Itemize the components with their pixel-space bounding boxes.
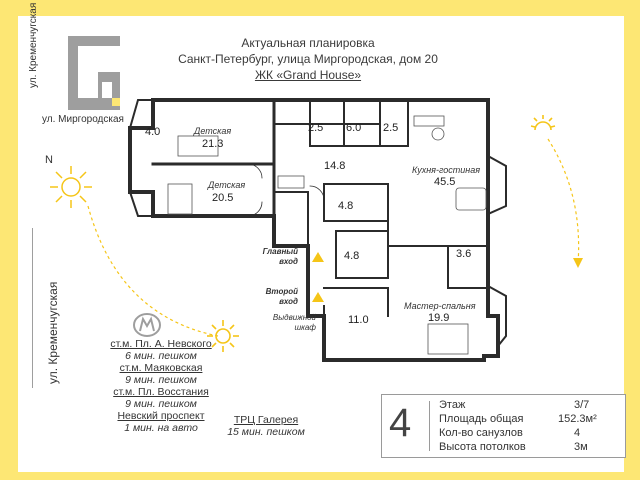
room-name: Детская — [194, 126, 232, 136]
room-area: 20.5 — [212, 192, 234, 204]
main-entry-label: Главный вход — [262, 247, 298, 266]
metro-time: 9 мин. пешком — [125, 374, 197, 386]
room-area: 11.0 — [348, 314, 369, 326]
info-value: 3м — [574, 441, 588, 453]
metro-station: Невский проспект — [117, 410, 205, 422]
info-label: Этаж — [439, 399, 466, 411]
metro-time: 6 мин. пешком — [125, 350, 197, 362]
header-address: Санкт-Петербург, улица Миргородская, дом 20 — [178, 52, 438, 66]
room-name: Кухня-гостиная — [412, 165, 481, 175]
room-area: 2.5 — [383, 122, 399, 134]
info-value: 152.3м² — [558, 413, 597, 425]
room-area: 4.8 — [344, 250, 360, 262]
room-area: 4.0 — [145, 126, 161, 138]
metro-time: 9 мин. пешком — [125, 398, 197, 410]
info-value: 4 — [574, 427, 581, 439]
apartment-info — [381, 394, 626, 458]
second-entry-label: Второй вход — [265, 287, 298, 306]
room-area: 19.9 — [428, 312, 450, 324]
room-area: 6.0 — [346, 122, 362, 134]
street-top-horizontal: ул. Миргородская — [42, 114, 124, 125]
street-left-vertical: ул. Кременчугская — [46, 281, 60, 384]
wardrobe-label: Выдвижной шкаф — [272, 313, 316, 332]
mall-name: ТРЦ Галерея — [233, 414, 299, 426]
room-area: 21.3 — [202, 138, 224, 150]
plan-sheet — [18, 2, 624, 472]
room-name: Детская — [208, 180, 246, 190]
metro-station: ст.м. Пл. А. Невского — [110, 338, 212, 350]
mall-time: 15 мин. пешком — [227, 426, 305, 438]
metro-station: ст.м. Пл. Восстания — [113, 386, 209, 398]
metro-station: ст.м. Маяковская — [119, 362, 203, 374]
info-label: Кол-во санузлов — [439, 427, 523, 439]
street-top-vertical: ул. Кременчугская — [28, 2, 39, 88]
metro-time: 1 мин. на авто — [124, 422, 198, 434]
room-area: 4.8 — [338, 200, 354, 212]
header-title: Актуальная планировка — [241, 36, 375, 50]
divider — [429, 401, 430, 451]
room-area: 45.5 — [434, 176, 456, 188]
header-complex: ЖК «Grand House» — [254, 68, 362, 82]
room-area: 3.6 — [456, 248, 472, 260]
room-area: 14.8 — [324, 160, 346, 172]
floor-number: 4 — [389, 401, 412, 445]
room-area: 2.5 — [308, 122, 324, 134]
room-name: Мастер-спальня — [404, 301, 476, 311]
info-label: Площадь общая — [439, 413, 524, 425]
info-label: Высота потолков — [439, 441, 526, 453]
north-label: N — [45, 154, 53, 166]
info-value: 3/7 — [574, 399, 590, 411]
